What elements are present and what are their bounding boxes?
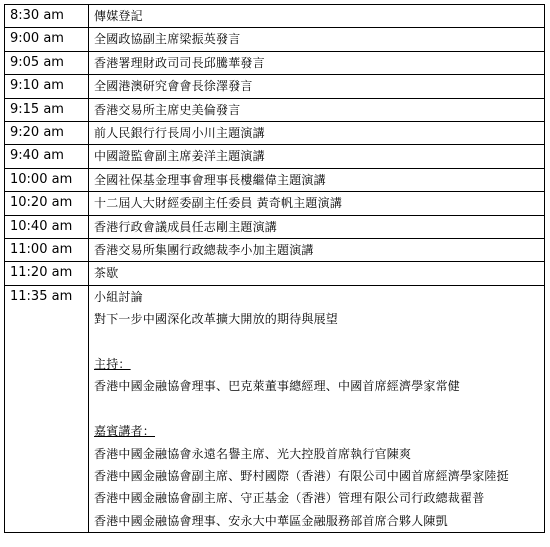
host-name: 香港中國金融協會理事、巴克萊董事總經理、中國首席經濟學家常健 [94, 379, 461, 394]
agenda-row [5, 192, 545, 215]
agenda-row [5, 98, 545, 121]
agenda-time: 11:20 am [5, 262, 89, 285]
agenda-time: 9:40 am [5, 145, 89, 168]
host-label: 主持： [94, 357, 131, 372]
agenda-item: 中國證監會副主席姜洋主題演講 [89, 145, 545, 168]
panel-details [89, 285, 545, 532]
guest-speaker: 香港中國金融協會副主席、野村國際（香港）有限公司中國首席經濟學家陸挺 [94, 469, 509, 483]
agenda-row [5, 75, 545, 98]
agenda-item: 茶歇 [89, 262, 545, 285]
agenda-item: 香港署理財政司司長邱騰華發言 [89, 51, 545, 74]
agenda-item: 全國社保基金理事會理事長樓繼偉主題演講 [89, 168, 545, 191]
panel-row [5, 285, 545, 532]
agenda-time: 9:00 am [5, 28, 89, 51]
panel-title: 小組討論 [94, 289, 143, 304]
agenda-time: 9:10 am [5, 75, 89, 98]
guests-label: 嘉賓講者： [94, 424, 156, 439]
agenda-row [5, 122, 545, 145]
agenda-time: 9:20 am [5, 122, 89, 145]
agenda-row [5, 168, 545, 191]
guest-speaker: 香港中國金融協會副主席、守正基金（香港）管理有限公司行政總裁翟普 [94, 491, 485, 506]
agenda-item: 香港行政會議成員任志剛主題演講 [89, 215, 545, 238]
guest-speaker: 香港中國金融協會永遠名譽主席、光大控股首席執行官陳爽 [94, 446, 412, 461]
agenda-time: 9:15 am [5, 98, 89, 121]
agenda-item: 十二屆人大財經委副主任委員 黃奇帆主題演講 [89, 192, 545, 215]
agenda-row [5, 239, 545, 262]
agenda-table [4, 4, 545, 533]
agenda-row [5, 28, 545, 51]
agenda-time: 9:05 am [5, 51, 89, 74]
agenda-item: 傳媒登記 [89, 5, 545, 28]
agenda-row [5, 145, 545, 168]
agenda-item: 全國政協副主席梁振英發言 [89, 28, 545, 51]
agenda-row [5, 5, 545, 28]
agenda-row [5, 215, 545, 238]
agenda-item: 全國港澳研究會會長徐澤發言 [89, 75, 545, 98]
agenda-time: 8:30 am [5, 5, 89, 28]
agenda-time: 11:00 am [5, 239, 89, 262]
agenda-item: 香港交易所集團行政總裁李小加主題演講 [89, 239, 545, 262]
agenda-item: 前人民銀行行長周小川主題演講 [89, 122, 545, 145]
agenda-row [5, 262, 545, 285]
spacer [94, 398, 544, 420]
panel-time: 11:35 am [5, 285, 89, 532]
panel-subtitle: 對下一步中國深化改革擴大開放的期待與展望 [94, 312, 339, 327]
guest-speaker: 香港中國金融協會理事、安永大中華區金融服務部首席合夥人陳凱 [94, 513, 448, 528]
spacer [94, 331, 544, 353]
agenda-time: 10:00 am [5, 168, 89, 191]
agenda-time: 10:20 am [5, 192, 89, 215]
agenda-row [5, 51, 545, 74]
agenda-time: 10:40 am [5, 215, 89, 238]
agenda-item: 香港交易所主席史美倫發言 [89, 98, 545, 121]
